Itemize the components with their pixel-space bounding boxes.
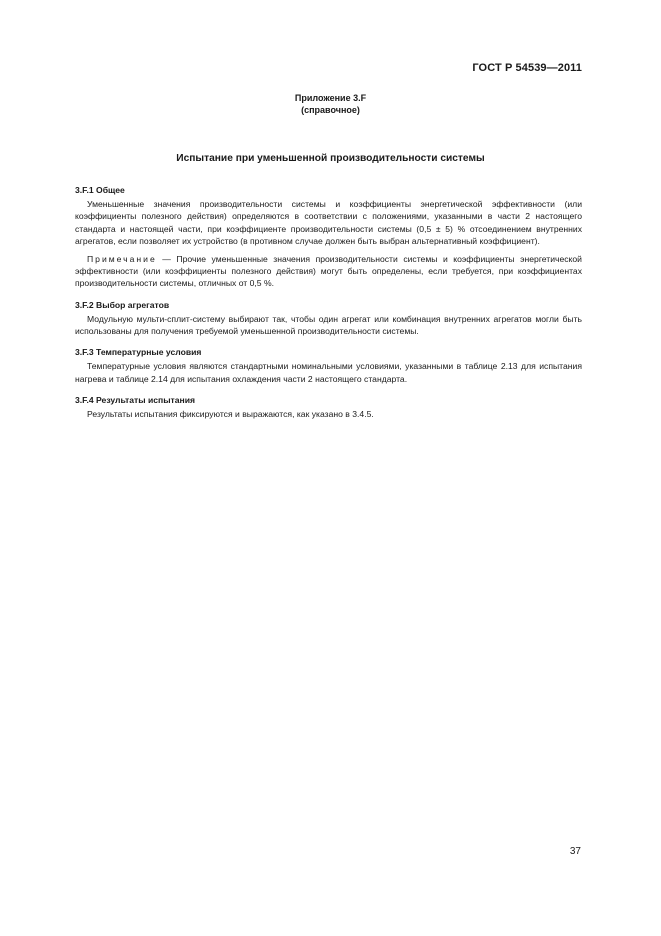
section-paragraph: Результаты испытания фиксируются и выражаются, как указано в 3.4.5.: [87, 409, 374, 420]
section-heading: 3.F.3 Температурные условия: [75, 347, 202, 358]
section-general: [75, 184, 582, 290]
note-text: — Прочие уменьшенные значения производительности системы и коэффициенты энергетической эффективности (или коэффициенты полезного действия) могут быть определены, если требуется, при коэффициентах производительности системы, отличных от 0,5 %.: [75, 254, 582, 289]
annex-kind: (справочное): [301, 105, 360, 115]
section-paragraph: Модульную мульти-сплит-систему выбирают так, чтобы один агрегат или комбинация внутренних агрегатов могли быть использованы для получения требуемой уменьшенной производительности системы.: [75, 313, 582, 337]
page-number: 37: [569, 846, 581, 857]
section-heading: 3.F.4 Результаты испытания: [75, 394, 196, 405]
section-test-results: [75, 394, 582, 420]
section-paragraph: Уменьшенные значения производительности системы и коэффициенты энергетической эффективности (или коэффициенты полезного действия) определяются в соответствии с положениями, указанными в части 2 настоящего стандарта и настоящей части, при коэффициенте производительности системы (0,5 ± 5) % отсоединением внутренних агрегатов, если позволяет их устройство (в противном случае должен быть выбран альтернативный коэффициент).: [75, 199, 582, 246]
main-title: Испытание при уменьшенной производительности системы: [176, 153, 485, 164]
document-body: [75, 184, 582, 420]
note-label: Примечание: [87, 254, 157, 265]
note: [75, 253, 582, 290]
section-heading: 3.F.2 Выбор агрегатов: [75, 299, 170, 310]
annex-header: [0, 92, 661, 116]
section-temperature-conditions: [75, 346, 582, 385]
section-paragraph: Температурные условия являются стандартными номинальными условиями, указанными в таблице 2.13 для испытания нагрева и таблице 2.14 для испытания охлаждения части 2 настоящего стандарта.: [75, 361, 582, 384]
section-heading: 3.F.1 Общее: [75, 185, 125, 195]
annex-title: Приложение 3.F: [294, 93, 367, 103]
section-unit-selection: [75, 299, 582, 338]
standard-code: ГОСТ Р 54539—2011: [472, 62, 582, 74]
